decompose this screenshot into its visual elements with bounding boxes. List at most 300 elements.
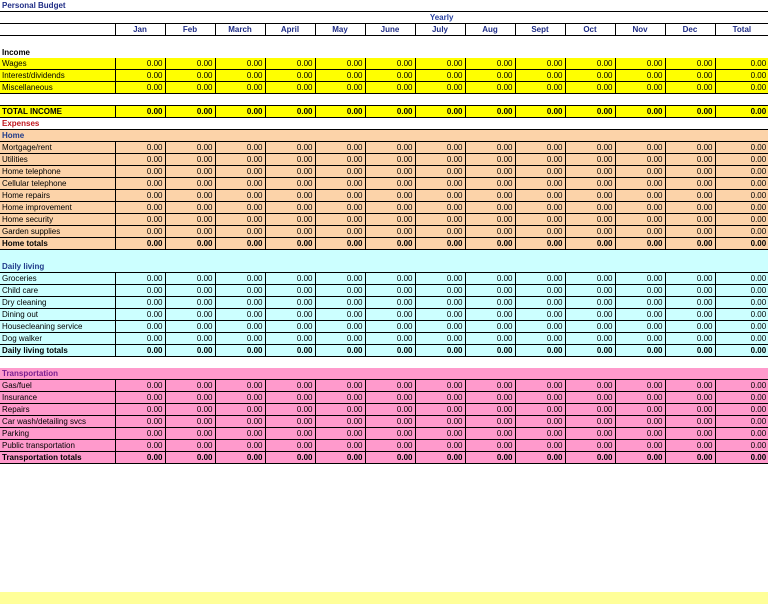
- home-row-cell[interactable]: 0.00: [265, 166, 315, 178]
- transportation-row-cell[interactable]: 0.00: [165, 428, 215, 440]
- home-row-cell[interactable]: 0.00: [365, 154, 415, 166]
- home-row-cell[interactable]: 0.00: [565, 190, 615, 202]
- transportation-row-cell[interactable]: 0.00: [215, 392, 265, 404]
- transportation-row-cell[interactable]: 0.00: [665, 404, 715, 416]
- daily-living-row-cell[interactable]: 0.00: [115, 273, 165, 285]
- daily-living-row-cell[interactable]: 0.00: [415, 273, 465, 285]
- home-row-cell[interactable]: 0.00: [665, 226, 715, 238]
- daily-living-row-cell[interactable]: 0.00: [715, 309, 768, 321]
- home-row-cell[interactable]: 0.00: [465, 190, 515, 202]
- month-header-oct[interactable]: Oct: [565, 24, 615, 36]
- daily-living-row-cell[interactable]: 0.00: [465, 297, 515, 309]
- home-row-cell[interactable]: 0.00: [715, 166, 768, 178]
- home-total-row-cell[interactable]: 0.00: [515, 238, 565, 250]
- transportation-row-cell[interactable]: 0.00: [465, 416, 515, 428]
- daily-living-row-cell[interactable]: 0.00: [115, 309, 165, 321]
- home-row-label[interactable]: Home security: [0, 214, 115, 226]
- transportation-row-label[interactable]: Gas/fuel: [0, 380, 115, 392]
- home-row-cell[interactable]: 0.00: [615, 190, 665, 202]
- home-row-cell[interactable]: 0.00: [465, 154, 515, 166]
- transportation-row-cell[interactable]: 0.00: [415, 428, 465, 440]
- page-title[interactable]: Personal Budget: [0, 0, 768, 12]
- home-row-cell[interactable]: 0.00: [365, 178, 415, 190]
- transportation-row-cell[interactable]: 0.00: [415, 416, 465, 428]
- home-row-cell[interactable]: 0.00: [665, 178, 715, 190]
- month-header-sept[interactable]: Sept: [515, 24, 565, 36]
- daily-living-row-cell[interactable]: 0.00: [165, 309, 215, 321]
- income-row-cell[interactable]: 0.00: [565, 82, 615, 94]
- transportation-row-cell[interactable]: 0.00: [515, 404, 565, 416]
- home-row-cell[interactable]: 0.00: [415, 154, 465, 166]
- daily-living-row-cell[interactable]: 0.00: [565, 309, 615, 321]
- income-row-cell[interactable]: 0.00: [315, 58, 365, 70]
- home-row-cell[interactable]: 0.00: [415, 214, 465, 226]
- income-total-row-cell[interactable]: 0.00: [415, 106, 465, 118]
- daily-living-row-cell[interactable]: 0.00: [665, 321, 715, 333]
- daily-living-row-cell[interactable]: 0.00: [465, 333, 515, 345]
- home-row-cell[interactable]: 0.00: [415, 190, 465, 202]
- month-header-total[interactable]: Total: [715, 24, 768, 36]
- income-row-cell[interactable]: 0.00: [615, 82, 665, 94]
- income-row-cell[interactable]: 0.00: [415, 58, 465, 70]
- daily-living-row-cell[interactable]: 0.00: [665, 273, 715, 285]
- income-total-row-cell[interactable]: 0.00: [465, 106, 515, 118]
- daily-living-row-cell[interactable]: 0.00: [565, 297, 615, 309]
- home-row-label[interactable]: Utilities: [0, 154, 115, 166]
- home-row-cell[interactable]: 0.00: [565, 214, 615, 226]
- transportation-row-cell[interactable]: 0.00: [365, 428, 415, 440]
- daily-living-row-cell[interactable]: 0.00: [165, 297, 215, 309]
- daily-living-row-cell[interactable]: 0.00: [115, 333, 165, 345]
- daily-living-row-cell[interactable]: 0.00: [565, 333, 615, 345]
- home-row-cell[interactable]: 0.00: [715, 226, 768, 238]
- home-row-cell[interactable]: 0.00: [415, 178, 465, 190]
- home-total-row-cell[interactable]: 0.00: [115, 238, 165, 250]
- daily-living-row-cell[interactable]: 0.00: [315, 273, 365, 285]
- daily-living-row-cell[interactable]: 0.00: [165, 285, 215, 297]
- income-row-cell[interactable]: 0.00: [565, 70, 615, 82]
- home-row-cell[interactable]: 0.00: [165, 190, 215, 202]
- transportation-row-cell[interactable]: 0.00: [215, 416, 265, 428]
- home-row-cell[interactable]: 0.00: [215, 154, 265, 166]
- home-total-row-cell[interactable]: 0.00: [165, 238, 215, 250]
- daily-living-row-cell[interactable]: 0.00: [515, 297, 565, 309]
- home-row-cell[interactable]: 0.00: [115, 214, 165, 226]
- daily-living-total-row-cell[interactable]: 0.00: [215, 345, 265, 357]
- home-row-label[interactable]: Home improvement: [0, 202, 115, 214]
- income-total-row-cell[interactable]: 0.00: [715, 106, 768, 118]
- transportation-row-cell[interactable]: 0.00: [265, 428, 315, 440]
- daily-living-total-row-label[interactable]: Daily living totals: [0, 345, 115, 357]
- daily-living-row-cell[interactable]: 0.00: [515, 309, 565, 321]
- home-row-cell[interactable]: 0.00: [115, 154, 165, 166]
- income-row-cell[interactable]: 0.00: [665, 58, 715, 70]
- home-row-cell[interactable]: 0.00: [415, 166, 465, 178]
- transportation-row-cell[interactable]: 0.00: [215, 380, 265, 392]
- transportation-row-cell[interactable]: 0.00: [215, 404, 265, 416]
- transportation-row-cell[interactable]: 0.00: [615, 404, 665, 416]
- income-row-cell[interactable]: 0.00: [615, 70, 665, 82]
- transportation-row-label[interactable]: Car wash/detailing svcs: [0, 416, 115, 428]
- daily-living-row-label[interactable]: Housecleaning service: [0, 321, 115, 333]
- daily-living-row-cell[interactable]: 0.00: [515, 333, 565, 345]
- daily-living-row-cell[interactable]: 0.00: [665, 309, 715, 321]
- home-row-cell[interactable]: 0.00: [215, 226, 265, 238]
- transportation-row-cell[interactable]: 0.00: [415, 404, 465, 416]
- home-row-cell[interactable]: 0.00: [215, 178, 265, 190]
- daily-living-total-row-cell[interactable]: 0.00: [315, 345, 365, 357]
- home-total-row-cell[interactable]: 0.00: [365, 238, 415, 250]
- daily-living-total-row-cell[interactable]: 0.00: [415, 345, 465, 357]
- income-total-row-cell[interactable]: 0.00: [615, 106, 665, 118]
- daily-living-row-cell[interactable]: 0.00: [215, 333, 265, 345]
- home-row-cell[interactable]: 0.00: [315, 178, 365, 190]
- home-row-cell[interactable]: 0.00: [315, 166, 365, 178]
- transportation-row-cell[interactable]: 0.00: [265, 416, 315, 428]
- home-row-cell[interactable]: 0.00: [215, 214, 265, 226]
- transportation-total-row-cell[interactable]: 0.00: [265, 452, 315, 464]
- home-row-cell[interactable]: 0.00: [265, 154, 315, 166]
- daily-living-total-row-cell[interactable]: 0.00: [715, 345, 768, 357]
- transportation-row-cell[interactable]: 0.00: [565, 392, 615, 404]
- home-row-cell[interactable]: 0.00: [165, 142, 215, 154]
- transportation-total-row-cell[interactable]: 0.00: [315, 452, 365, 464]
- transportation-row-cell[interactable]: 0.00: [165, 440, 215, 452]
- month-header-aug[interactable]: Aug: [465, 24, 515, 36]
- income-total-row-cell[interactable]: 0.00: [265, 106, 315, 118]
- home-row-cell[interactable]: 0.00: [165, 202, 215, 214]
- home-row-cell[interactable]: 0.00: [115, 202, 165, 214]
- income-row-cell[interactable]: 0.00: [715, 70, 768, 82]
- transportation-row-label[interactable]: Public transportation: [0, 440, 115, 452]
- income-row-cell[interactable]: 0.00: [315, 70, 365, 82]
- home-row-cell[interactable]: 0.00: [715, 178, 768, 190]
- transportation-row-cell[interactable]: 0.00: [665, 440, 715, 452]
- transportation-total-row-cell[interactable]: 0.00: [665, 452, 715, 464]
- daily-living-row-cell[interactable]: 0.00: [565, 285, 615, 297]
- income-total-row-cell[interactable]: 0.00: [215, 106, 265, 118]
- home-row-cell[interactable]: 0.00: [515, 178, 565, 190]
- transportation-row-cell[interactable]: 0.00: [415, 392, 465, 404]
- daily-living-total-row-cell[interactable]: 0.00: [265, 345, 315, 357]
- transportation-row-cell[interactable]: 0.00: [565, 404, 615, 416]
- income-row-cell[interactable]: 0.00: [465, 58, 515, 70]
- daily-living-row-cell[interactable]: 0.00: [715, 297, 768, 309]
- home-row-cell[interactable]: 0.00: [465, 178, 515, 190]
- income-row-cell[interactable]: 0.00: [415, 82, 465, 94]
- transportation-row-cell[interactable]: 0.00: [615, 392, 665, 404]
- daily-living-row-cell[interactable]: 0.00: [465, 273, 515, 285]
- transportation-row-cell[interactable]: 0.00: [615, 440, 665, 452]
- home-row-cell[interactable]: 0.00: [615, 202, 665, 214]
- income-row-cell[interactable]: 0.00: [215, 82, 265, 94]
- home-row-cell[interactable]: 0.00: [265, 142, 315, 154]
- transportation-total-row-cell[interactable]: 0.00: [165, 452, 215, 464]
- daily-living-row-cell[interactable]: 0.00: [315, 309, 365, 321]
- transportation-row-cell[interactable]: 0.00: [165, 404, 215, 416]
- income-row-cell[interactable]: 0.00: [165, 58, 215, 70]
- daily-living-row-cell[interactable]: 0.00: [565, 273, 615, 285]
- home-row-cell[interactable]: 0.00: [565, 202, 615, 214]
- transportation-row-cell[interactable]: 0.00: [615, 428, 665, 440]
- home-row-cell[interactable]: 0.00: [265, 178, 315, 190]
- income-row-cell[interactable]: 0.00: [515, 70, 565, 82]
- home-row-cell[interactable]: 0.00: [615, 226, 665, 238]
- income-row-cell[interactable]: 0.00: [515, 58, 565, 70]
- home-row-cell[interactable]: 0.00: [315, 214, 365, 226]
- daily-living-row-cell[interactable]: 0.00: [215, 321, 265, 333]
- home-row-cell[interactable]: 0.00: [215, 190, 265, 202]
- income-total-row-label[interactable]: TOTAL INCOME: [0, 106, 115, 118]
- transportation-row-cell[interactable]: 0.00: [715, 416, 768, 428]
- home-row-cell[interactable]: 0.00: [115, 142, 165, 154]
- transportation-row-cell[interactable]: 0.00: [315, 416, 365, 428]
- home-row-cell[interactable]: 0.00: [265, 190, 315, 202]
- daily-living-row-cell[interactable]: 0.00: [365, 273, 415, 285]
- daily-living-total-row-cell[interactable]: 0.00: [665, 345, 715, 357]
- transportation-row-cell[interactable]: 0.00: [115, 392, 165, 404]
- income-total-row-cell[interactable]: 0.00: [515, 106, 565, 118]
- home-total-row-cell[interactable]: 0.00: [665, 238, 715, 250]
- transportation-row-cell[interactable]: 0.00: [465, 380, 515, 392]
- transportation-row-cell[interactable]: 0.00: [315, 440, 365, 452]
- home-row-cell[interactable]: 0.00: [365, 142, 415, 154]
- transportation-total-row-cell[interactable]: 0.00: [415, 452, 465, 464]
- income-row-cell[interactable]: 0.00: [115, 58, 165, 70]
- transportation-row-cell[interactable]: 0.00: [665, 392, 715, 404]
- income-heading[interactable]: Income: [2, 48, 31, 57]
- transportation-row-cell[interactable]: 0.00: [265, 440, 315, 452]
- daily-living-row-cell[interactable]: 0.00: [365, 297, 415, 309]
- daily-living-row-cell[interactable]: 0.00: [265, 273, 315, 285]
- daily-living-row-cell[interactable]: 0.00: [615, 333, 665, 345]
- home-row-cell[interactable]: 0.00: [715, 202, 768, 214]
- home-row-cell[interactable]: 0.00: [465, 166, 515, 178]
- home-row-cell[interactable]: 0.00: [315, 142, 365, 154]
- daily-living-row-cell[interactable]: 0.00: [315, 321, 365, 333]
- transportation-row-cell[interactable]: 0.00: [715, 440, 768, 452]
- income-total-row-cell[interactable]: 0.00: [665, 106, 715, 118]
- daily-living-row-cell[interactable]: 0.00: [265, 285, 315, 297]
- income-total-row-cell[interactable]: 0.00: [165, 106, 215, 118]
- daily-living-row-cell[interactable]: 0.00: [265, 297, 315, 309]
- transportation-row-cell[interactable]: 0.00: [165, 392, 215, 404]
- income-row-label[interactable]: Interest/dividends: [0, 70, 115, 82]
- daily-living-total-row-cell[interactable]: 0.00: [365, 345, 415, 357]
- home-row-cell[interactable]: 0.00: [465, 226, 515, 238]
- home-row-cell[interactable]: 0.00: [715, 190, 768, 202]
- home-row-cell[interactable]: 0.00: [365, 226, 415, 238]
- income-row-cell[interactable]: 0.00: [365, 82, 415, 94]
- daily-living-row-cell[interactable]: 0.00: [215, 297, 265, 309]
- transportation-row-cell[interactable]: 0.00: [365, 392, 415, 404]
- income-row-cell[interactable]: 0.00: [565, 58, 615, 70]
- home-row-cell[interactable]: 0.00: [265, 202, 315, 214]
- home-row-cell[interactable]: 0.00: [365, 166, 415, 178]
- daily-living-total-row-cell[interactable]: 0.00: [565, 345, 615, 357]
- home-row-cell[interactable]: 0.00: [315, 202, 365, 214]
- home-row-cell[interactable]: 0.00: [465, 214, 515, 226]
- home-row-cell[interactable]: 0.00: [665, 214, 715, 226]
- home-row-cell[interactable]: 0.00: [415, 142, 465, 154]
- home-total-row-cell[interactable]: 0.00: [265, 238, 315, 250]
- transportation-row-cell[interactable]: 0.00: [115, 440, 165, 452]
- income-total-row-cell[interactable]: 0.00: [315, 106, 365, 118]
- yearly-label[interactable]: Yearly: [429, 13, 454, 22]
- income-row-label[interactable]: Miscellaneous: [0, 82, 115, 94]
- daily-living-row-cell[interactable]: 0.00: [265, 309, 315, 321]
- home-row-cell[interactable]: 0.00: [615, 166, 665, 178]
- transportation-row-label[interactable]: Insurance: [0, 392, 115, 404]
- home-row-cell[interactable]: 0.00: [565, 154, 615, 166]
- transportation-row-cell[interactable]: 0.00: [665, 380, 715, 392]
- home-total-row-cell[interactable]: 0.00: [415, 238, 465, 250]
- home-row-cell[interactable]: 0.00: [165, 226, 215, 238]
- home-row-cell[interactable]: 0.00: [365, 202, 415, 214]
- daily-living-row-cell[interactable]: 0.00: [565, 321, 615, 333]
- home-row-cell[interactable]: 0.00: [365, 190, 415, 202]
- daily-living-row-cell[interactable]: 0.00: [715, 285, 768, 297]
- daily-living-row-cell[interactable]: 0.00: [365, 309, 415, 321]
- transportation-row-cell[interactable]: 0.00: [565, 440, 615, 452]
- transportation-row-cell[interactable]: 0.00: [415, 440, 465, 452]
- transportation-row-cell[interactable]: 0.00: [515, 428, 565, 440]
- income-row-cell[interactable]: 0.00: [265, 70, 315, 82]
- home-row-cell[interactable]: 0.00: [515, 190, 565, 202]
- income-row-cell[interactable]: 0.00: [315, 82, 365, 94]
- daily-living-row-cell[interactable]: 0.00: [715, 333, 768, 345]
- transportation-row-cell[interactable]: 0.00: [665, 428, 715, 440]
- home-row-cell[interactable]: 0.00: [665, 202, 715, 214]
- income-row-cell[interactable]: 0.00: [115, 70, 165, 82]
- daily-living-row-cell[interactable]: 0.00: [365, 321, 415, 333]
- daily-living-row-cell[interactable]: 0.00: [715, 321, 768, 333]
- income-total-row-cell[interactable]: 0.00: [115, 106, 165, 118]
- daily-living-row-cell[interactable]: 0.00: [615, 297, 665, 309]
- transportation-row-cell[interactable]: 0.00: [565, 380, 615, 392]
- income-row-cell[interactable]: 0.00: [465, 82, 515, 94]
- daily-living-row-cell[interactable]: 0.00: [315, 297, 365, 309]
- daily-living-row-cell[interactable]: 0.00: [415, 321, 465, 333]
- transportation-row-cell[interactable]: 0.00: [565, 416, 615, 428]
- home-row-cell[interactable]: 0.00: [265, 214, 315, 226]
- transportation-row-label[interactable]: Repairs: [0, 404, 115, 416]
- home-row-cell[interactable]: 0.00: [665, 154, 715, 166]
- home-row-cell[interactable]: 0.00: [115, 226, 165, 238]
- income-row-cell[interactable]: 0.00: [415, 70, 465, 82]
- transportation-total-row-label[interactable]: Transportation totals: [0, 452, 115, 464]
- transportation-row-cell[interactable]: 0.00: [615, 416, 665, 428]
- transportation-row-cell[interactable]: 0.00: [315, 428, 365, 440]
- home-row-cell[interactable]: 0.00: [115, 190, 165, 202]
- daily-living-row-cell[interactable]: 0.00: [665, 297, 715, 309]
- daily-living-row-cell[interactable]: 0.00: [215, 273, 265, 285]
- daily-living-row-cell[interactable]: 0.00: [415, 309, 465, 321]
- daily-living-row-cell[interactable]: 0.00: [415, 333, 465, 345]
- transportation-row-cell[interactable]: 0.00: [515, 440, 565, 452]
- home-row-cell[interactable]: 0.00: [665, 142, 715, 154]
- home-total-row-label[interactable]: Home totals: [0, 238, 115, 250]
- transportation-row-cell[interactable]: 0.00: [465, 440, 515, 452]
- month-header-july[interactable]: July: [415, 24, 465, 36]
- month-header-feb[interactable]: Feb: [165, 24, 215, 36]
- income-row-cell[interactable]: 0.00: [365, 58, 415, 70]
- expenses-heading[interactable]: Expenses: [0, 118, 768, 130]
- transportation-row-cell[interactable]: 0.00: [615, 380, 665, 392]
- home-row-label[interactable]: Garden supplies: [0, 226, 115, 238]
- daily-living-row-cell[interactable]: 0.00: [465, 321, 515, 333]
- home-row-cell[interactable]: 0.00: [365, 214, 415, 226]
- home-row-cell[interactable]: 0.00: [715, 142, 768, 154]
- income-row-cell[interactable]: 0.00: [215, 70, 265, 82]
- daily-living-row-cell[interactable]: 0.00: [515, 321, 565, 333]
- daily-living-row-cell[interactable]: 0.00: [515, 285, 565, 297]
- home-row-cell[interactable]: 0.00: [165, 166, 215, 178]
- transportation-row-cell[interactable]: 0.00: [265, 392, 315, 404]
- month-header-dec[interactable]: Dec: [665, 24, 715, 36]
- income-total-row-cell[interactable]: 0.00: [565, 106, 615, 118]
- income-row-cell[interactable]: 0.00: [365, 70, 415, 82]
- daily-living-row-cell[interactable]: 0.00: [465, 309, 515, 321]
- income-row-cell[interactable]: 0.00: [265, 58, 315, 70]
- home-row-cell[interactable]: 0.00: [615, 214, 665, 226]
- home-row-cell[interactable]: 0.00: [715, 154, 768, 166]
- transportation-row-cell[interactable]: 0.00: [415, 380, 465, 392]
- transportation-total-row-cell[interactable]: 0.00: [615, 452, 665, 464]
- transportation-total-row-cell[interactable]: 0.00: [715, 452, 768, 464]
- transportation-row-cell[interactable]: 0.00: [365, 380, 415, 392]
- home-row-cell[interactable]: 0.00: [565, 166, 615, 178]
- daily-living-row-cell[interactable]: 0.00: [615, 321, 665, 333]
- transportation-row-cell[interactable]: 0.00: [115, 404, 165, 416]
- income-row-cell[interactable]: 0.00: [715, 58, 768, 70]
- income-row-cell[interactable]: 0.00: [465, 70, 515, 82]
- home-row-cell[interactable]: 0.00: [165, 214, 215, 226]
- transportation-row-cell[interactable]: 0.00: [365, 404, 415, 416]
- transportation-heading[interactable]: Transportation: [0, 368, 768, 380]
- daily-living-row-cell[interactable]: 0.00: [665, 285, 715, 297]
- daily-living-row-cell[interactable]: 0.00: [165, 333, 215, 345]
- income-row-cell[interactable]: 0.00: [215, 58, 265, 70]
- transportation-row-cell[interactable]: 0.00: [715, 392, 768, 404]
- transportation-row-cell[interactable]: 0.00: [165, 380, 215, 392]
- daily-living-row-cell[interactable]: 0.00: [615, 309, 665, 321]
- daily-living-total-row-cell[interactable]: 0.00: [465, 345, 515, 357]
- daily-living-row-cell[interactable]: 0.00: [715, 273, 768, 285]
- home-row-label[interactable]: Cellular telephone: [0, 178, 115, 190]
- transportation-row-cell[interactable]: 0.00: [465, 428, 515, 440]
- transportation-row-cell[interactable]: 0.00: [465, 404, 515, 416]
- home-row-cell[interactable]: 0.00: [515, 202, 565, 214]
- daily-living-row-cell[interactable]: 0.00: [365, 285, 415, 297]
- transportation-row-cell[interactable]: 0.00: [265, 404, 315, 416]
- daily-living-total-row-cell[interactable]: 0.00: [615, 345, 665, 357]
- home-row-cell[interactable]: 0.00: [615, 142, 665, 154]
- daily-living-row-cell[interactable]: 0.00: [265, 321, 315, 333]
- home-total-row-cell[interactable]: 0.00: [715, 238, 768, 250]
- transportation-row-cell[interactable]: 0.00: [365, 440, 415, 452]
- daily-living-total-row-cell[interactable]: 0.00: [115, 345, 165, 357]
- transportation-row-cell[interactable]: 0.00: [315, 392, 365, 404]
- home-row-cell[interactable]: 0.00: [215, 142, 265, 154]
- income-row-cell[interactable]: 0.00: [115, 82, 165, 94]
- home-heading[interactable]: Home: [0, 130, 768, 142]
- daily-living-row-cell[interactable]: 0.00: [415, 285, 465, 297]
- income-row-cell[interactable]: 0.00: [165, 70, 215, 82]
- daily-living-row-cell[interactable]: 0.00: [615, 285, 665, 297]
- daily-living-row-cell[interactable]: 0.00: [115, 321, 165, 333]
- home-row-cell[interactable]: 0.00: [215, 202, 265, 214]
